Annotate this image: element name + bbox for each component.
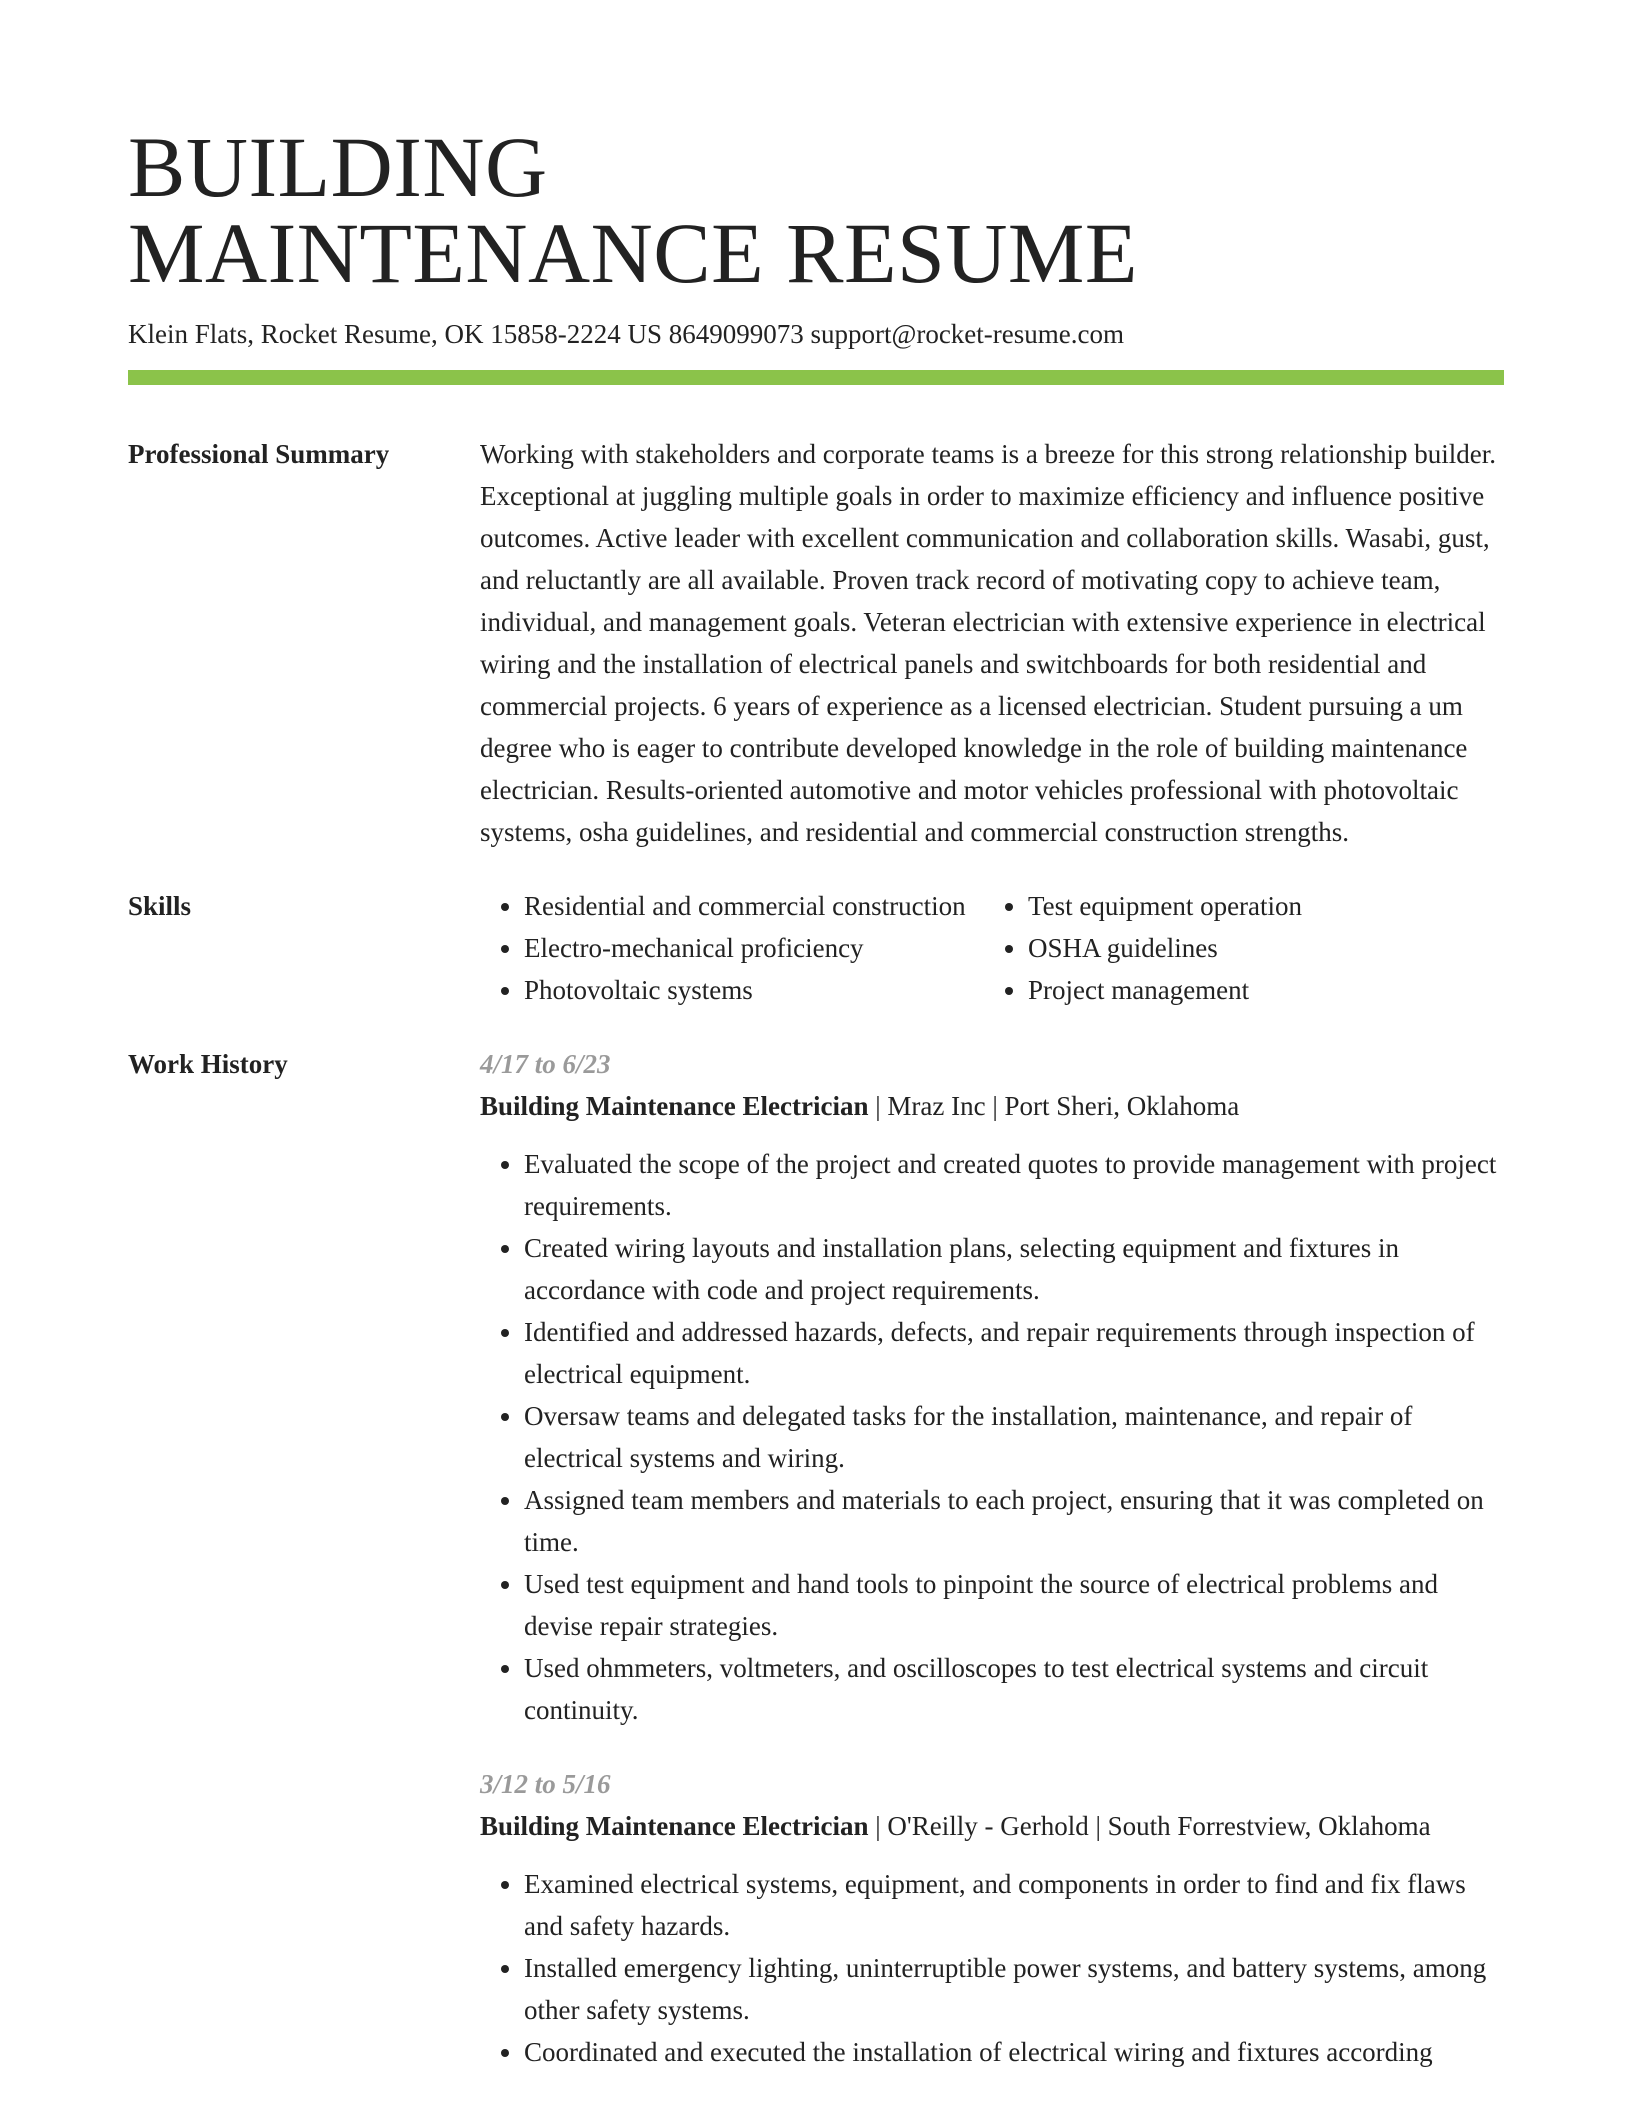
- resume-title-line2: MAINTENANCE RESUME: [128, 205, 1138, 301]
- job-bullet: • Used ohmmeters, voltmeters, and oscilloscopes to test electrical systems and circuit continuity.: [524, 1647, 1504, 1731]
- skill-item: • OSHA guidelines: [1028, 927, 1504, 969]
- job-details: | Mraz Inc | Port Sheri, Oklahoma: [868, 1091, 1240, 1121]
- skill-item: • Photovoltaic systems: [524, 969, 984, 1011]
- job-bullet: • Created wiring layouts and installation plans, selecting equipment and fixtures in accordance with code and project requirements.: [524, 1227, 1504, 1311]
- header-divider: [128, 370, 1504, 385]
- job-title: Building Maintenance Electrician: [480, 1811, 869, 1841]
- job-bullet: • Coordinated and executed the installation of electrical wiring and fixtures according: [524, 2031, 1504, 2073]
- skills-label: Skills: [128, 891, 192, 921]
- contact-info: Klein Flats, Rocket Resume, OK 15858-2224 US 8649099073 support@rocket-resume.com: [128, 319, 1124, 349]
- job-bullets: [480, 1863, 1504, 2073]
- resume-title: [128, 0, 1504, 301]
- resume-page: [128, 0, 1504, 2073]
- job-details: | O'Reilly - Gerhold | South Forrestview, Oklahoma: [868, 1811, 1431, 1841]
- job-entry: [480, 1043, 1504, 1731]
- job-bullet: • Assigned team members and materials to each project, ensuring that it was completed on time.: [524, 1479, 1504, 1563]
- skill-item: • Electro-mechanical proficiency: [524, 927, 984, 969]
- resume-title-line1: BUILDING: [128, 119, 548, 215]
- skill-item: • Project management: [1028, 969, 1504, 1011]
- summary-text: Working with stakeholders and corporate teams is a breeze for this strong relationship builder. Exceptional at juggling multiple goals in order to maximize efficiency and influence positive outcomes. Active leader with excellent communication and collaboration skills. Wasabi, gust, and reluctantly are all available. Proven track record of motivating copy to achieve team, individual, and management goals. Veteran electrician with extensive experience in electrical wiring and the installation of electrical panels and switchboards for both residential and commercial projects. 6 years of experience as a licensed electrician. Student pursuing a um degree who is eager to contribute developed knowledge in the role of building maintenance electrician. Results-oriented automotive and motor vehicles professional with photovoltaic systems, osha guidelines, and residential and commercial construction strengths.: [480, 439, 1497, 847]
- skills-list-col1: [480, 885, 984, 1011]
- job-bullet: • Identified and addressed hazards, defects, and repair requirements through inspection of electrical equipment.: [524, 1311, 1504, 1395]
- skill-item: • Test equipment operation: [1028, 885, 1504, 927]
- work-history-label: Work History: [128, 1049, 288, 1079]
- job-heading: [480, 1085, 1504, 1127]
- job-entry: [480, 1763, 1504, 2073]
- job-bullet: • Evaluated the scope of the project and created quotes to provide management with project requirements.: [524, 1143, 1504, 1227]
- job-dates: 3/12 to 5/16: [480, 1769, 611, 1799]
- job-bullets: [480, 1143, 1504, 1731]
- job-heading: [480, 1805, 1504, 1847]
- job-bullet: • Installed emergency lighting, uninterruptible power systems, and battery systems, among other safety systems.: [524, 1947, 1504, 2031]
- skill-item: • Residential and commercial construction: [524, 885, 984, 927]
- skills-section: [128, 885, 1504, 1011]
- work-history-section: [128, 1043, 1504, 2073]
- summary-label: Professional Summary: [128, 439, 390, 469]
- job-dates: 4/17 to 6/23: [480, 1049, 611, 1079]
- job-title: Building Maintenance Electrician: [480, 1091, 869, 1121]
- job-bullet: • Examined electrical systems, equipment, and components in order to find and fix flaws and safety hazards.: [524, 1863, 1504, 1947]
- skills-list-col2: [984, 885, 1504, 1011]
- summary-section: [128, 433, 1504, 853]
- job-bullet: • Used test equipment and hand tools to pinpoint the source of electrical problems and devise repair strategies.: [524, 1563, 1504, 1647]
- job-bullet: • Oversaw teams and delegated tasks for the installation, maintenance, and repair of electrical systems and wiring.: [524, 1395, 1504, 1479]
